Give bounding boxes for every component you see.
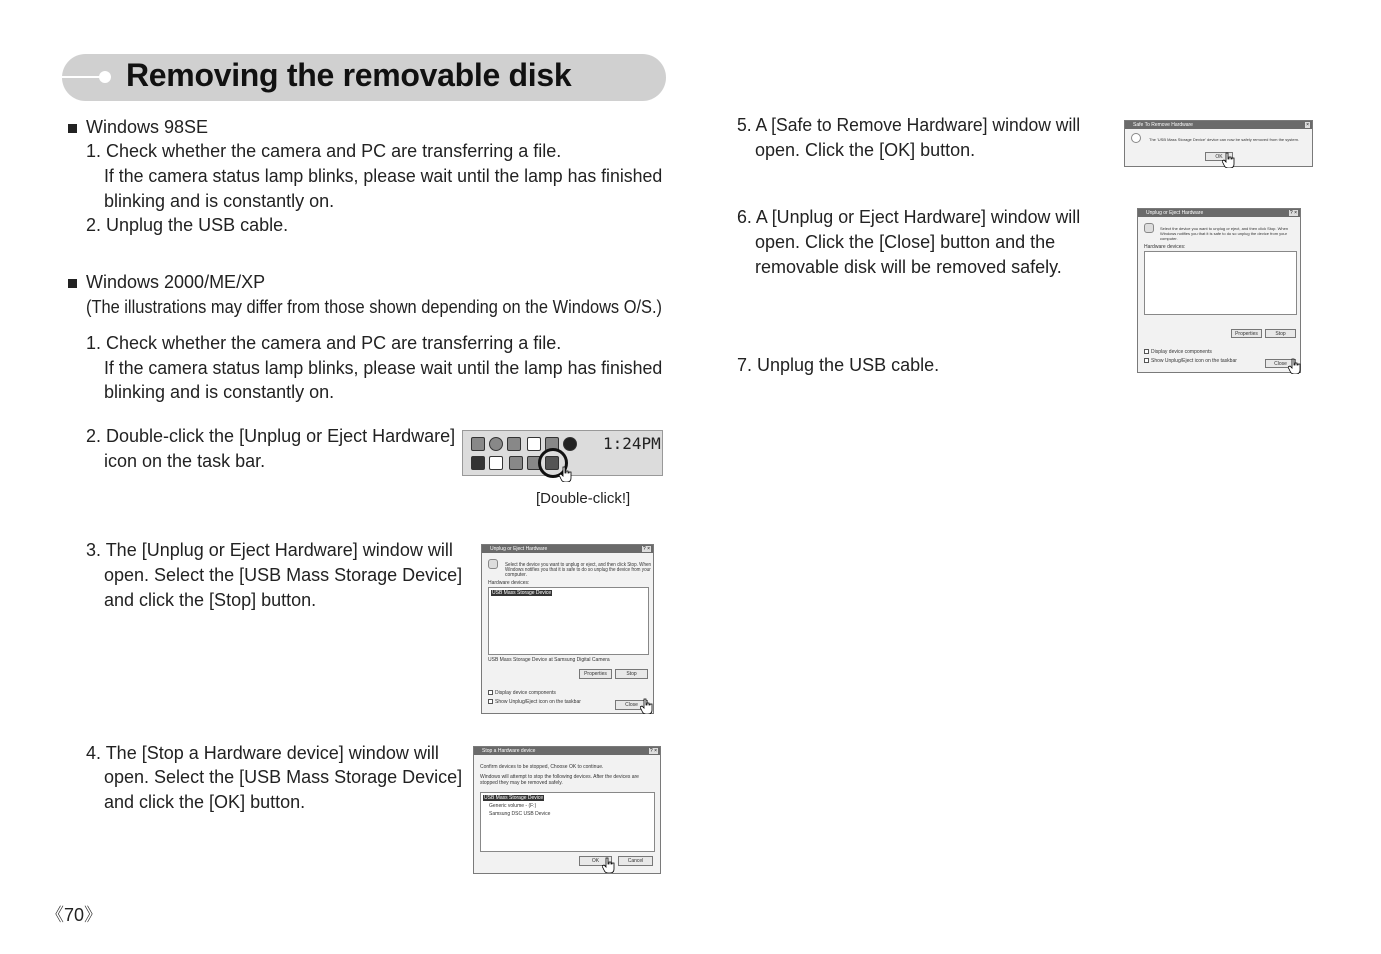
display-components-checkbox[interactable] <box>488 690 493 695</box>
step-text: open. Click the [Close] button and the <box>755 232 1056 252</box>
help-close-buttons[interactable]: ? × <box>649 748 657 754</box>
dialog-text: Select the device you want to unplug or eject, and then click Stop. When <box>505 562 652 568</box>
step-text: open. Click the [OK] button. <box>755 140 976 160</box>
dialog-text: Select the device you want to unplug or eject, and then click Stop. When <box>1160 226 1289 231</box>
step-text: open. Select the [USB Mass Storage Device] <box>104 767 463 787</box>
step-text: 2. Double-click the [Unplug or Eject Hardware] <box>86 426 456 446</box>
pointer-hand-icon <box>1288 358 1302 374</box>
dialog-titlebar <box>1138 209 1300 217</box>
step-text: 1. Check whether the camera and PC are transferring a file. <box>86 141 562 161</box>
safe-to-remove-dialog <box>1124 120 1313 167</box>
step-text: blinking and is constantly on. <box>104 191 335 211</box>
display-components-checkbox[interactable] <box>1144 349 1149 354</box>
step-text: If the camera status lamp blinks, please wait until the lamp has finished <box>104 358 663 378</box>
ok-button[interactable]: OK <box>1205 152 1233 161</box>
device-status: USB Mass Storage Device at Samsung Digital Camera <box>488 657 610 663</box>
list-label: Hardware devices: <box>1144 244 1186 250</box>
stop-button[interactable]: Stop <box>615 669 648 679</box>
list-item[interactable]: USB Mass Storage Device <box>492 590 552 596</box>
hardware-device-list[interactable] <box>488 587 649 655</box>
close-button-x[interactable]: × <box>1306 122 1309 128</box>
dialog-text: Windows will attempt to stop the following devices. After the devices are <box>480 774 639 780</box>
users-icon <box>509 456 523 470</box>
step-text: If the camera status lamp blinks, please wait until the lamp has finished <box>104 166 663 186</box>
section-heading-2000: Windows 2000/ME/XP <box>86 272 266 292</box>
device-list[interactable] <box>480 792 655 852</box>
step-text: blinking and is constantly on. <box>104 382 335 402</box>
dialog-title: Stop a Hardware device <box>482 748 536 754</box>
checkbox-label: Display device components <box>1151 349 1212 355</box>
dialog-text: stopped they may be removed safely. <box>480 780 563 786</box>
bullet-square-icon <box>68 124 77 133</box>
dialog-text: computer. <box>1160 236 1178 241</box>
properties-button[interactable]: Properties <box>579 669 612 679</box>
pointer-hand-icon <box>640 698 654 714</box>
ok-button[interactable]: OK <box>579 856 612 866</box>
step-text: 5. A [Safe to Remove Hardware] window will <box>737 115 1081 135</box>
properties-button[interactable]: Properties <box>1231 329 1262 338</box>
dialog-text: Confirm devices to be stopped, Choose OK to continue. <box>480 764 604 770</box>
step-text: 1. Check whether the camera and PC are transferring a file. <box>86 333 562 353</box>
close-button[interactable]: Close <box>615 700 648 710</box>
list-label: Hardware devices: <box>488 580 530 586</box>
hardware-device-list[interactable] <box>1144 251 1297 315</box>
hardware-icon <box>1144 223 1154 233</box>
hardware-icon <box>488 559 498 569</box>
step-text: and click the [OK] button. <box>104 792 306 812</box>
app-icon <box>507 437 521 451</box>
step-text: 6. A [Unplug or Eject Hardware] window will <box>737 207 1081 227</box>
step-text: 4. The [Stop a Hardware device] window will <box>86 743 439 763</box>
step-text: 3. The [Unplug or Eject Hardware] window will <box>86 540 453 560</box>
step-text: open. Select the [USB Mass Storage Device] <box>104 565 463 585</box>
info-icon <box>1131 133 1141 143</box>
step-text: removable disk will be removed safely. <box>755 257 1062 277</box>
dialog-message: The 'USB Mass Storage Device' device can now be safely removed from the system. <box>1149 137 1300 142</box>
checkbox-label: Show Unplug/Eject icon on the taskbar <box>1151 358 1237 364</box>
step-text: and click the [Stop] button. <box>104 590 317 610</box>
bullet-square-icon <box>68 279 77 288</box>
network-icon <box>489 437 503 451</box>
cancel-button[interactable]: Cancel <box>618 856 653 866</box>
close-button[interactable]: Close <box>1265 359 1296 368</box>
dialog-title: Unplug or Eject Hardware <box>490 546 548 552</box>
unplug-eject-dialog-empty <box>1137 208 1301 373</box>
monitor-icon <box>471 456 485 470</box>
step-text: 2. Unplug the USB cable. <box>86 215 289 235</box>
stop-button[interactable]: Stop <box>1265 329 1296 338</box>
show-icon-checkbox[interactable] <box>1144 358 1149 363</box>
stop-hardware-dialog <box>473 746 661 874</box>
title-dot-decoration <box>99 71 111 83</box>
keyboard-icon <box>489 456 503 470</box>
double-click-caption: [Double-click!] <box>536 490 631 507</box>
show-icon-checkbox[interactable] <box>488 699 493 704</box>
page-title: Removing the removable disk <box>126 57 572 93</box>
help-close-buttons[interactable]: ? × <box>642 546 650 552</box>
step-text: icon on the task bar. <box>104 451 266 471</box>
speaker-icon <box>471 437 485 451</box>
word-icon <box>527 437 541 451</box>
note-text: (The illustrations may differ from those shown depending on the Windows O/S.) <box>86 297 662 317</box>
checkbox-label: Display device components <box>495 690 556 696</box>
pointer-hand-icon <box>602 857 616 873</box>
section-heading-98se: Windows 98SE <box>86 117 209 137</box>
media-icon <box>563 437 577 451</box>
dialog-titlebar <box>482 545 653 553</box>
list-item[interactable]: Generic volume - (F:) <box>489 803 537 809</box>
dialog-titlebar <box>474 747 660 755</box>
dialog-text: Windows notifies you that it is safe to do so unplug the device from your <box>505 567 651 573</box>
dialog-title: Unplug or Eject Hardware <box>1146 210 1204 216</box>
dialog-titlebar <box>1125 121 1312 129</box>
page-number: 《70》 <box>46 905 103 925</box>
clock-time: 1:24PM <box>603 434 661 453</box>
help-close-buttons[interactable]: ? × <box>1289 210 1297 216</box>
unplug-eject-dialog <box>481 544 654 714</box>
checkbox-label: Show Unplug/Eject icon on the taskbar <box>495 699 581 705</box>
list-item[interactable]: Samsung DSC USB Device <box>489 811 551 817</box>
list-item[interactable]: USB Mass Storage Device <box>484 795 544 801</box>
dialog-text: computer. <box>505 572 527 578</box>
dialog-title: Safe To Remove Hardware <box>1133 122 1193 128</box>
dialog-text: Windows notifies you that it is safe to do so unplug the device from your <box>1160 231 1287 236</box>
title-line-decoration <box>62 76 102 78</box>
pointer-hand-icon <box>1222 152 1236 168</box>
step-text: 7. Unplug the USB cable. <box>737 355 940 375</box>
pointer-hand-icon <box>559 466 573 482</box>
